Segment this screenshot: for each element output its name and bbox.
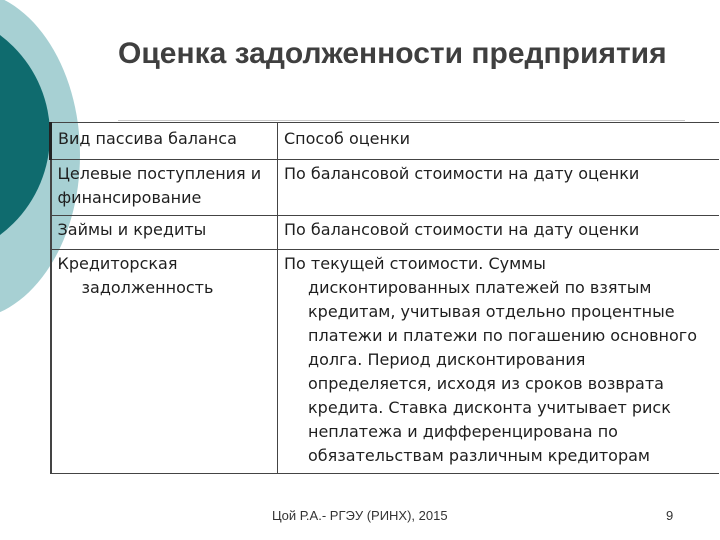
slide-title: Оценка задолженности предприятия xyxy=(118,37,667,70)
row-valuation-method: По балансовой стоимости на дату оценки xyxy=(278,160,720,216)
row-liability-type: Кредиторская задолженность xyxy=(57,254,214,297)
row-valuation-method: По текущей стоимости. Суммы дисконтированных платежей по взятым кредитам, учитывая отдельно процентные платежи и платежи по погашению основного долга. Период дисконтирования определяется, исходя из сроков возврата кредита. Ставка дисконта учитывает риск неплатежа и дифференцирована по обязательствам различным кредиторам xyxy=(284,254,697,465)
header-valuation-method: Способ оценки xyxy=(278,123,720,160)
table-row xyxy=(51,216,720,250)
footer-author: Цой Р.А.- РГЭУ (РИНХ), 2015 xyxy=(272,508,448,523)
header-liability-type: Вид пассива баланса xyxy=(51,123,278,160)
row-liability-type: Целевые поступления и финансирование xyxy=(51,160,278,216)
page-number: 9 xyxy=(666,508,674,523)
row-valuation-method: По балансовой стоимости на дату оценки xyxy=(278,216,720,250)
title-divider xyxy=(118,120,685,121)
valuation-table xyxy=(49,122,719,474)
row-liability-type: Займы и кредиты xyxy=(51,216,278,250)
table-row xyxy=(51,250,720,474)
table-row xyxy=(51,160,720,216)
table-header-row xyxy=(51,123,720,160)
